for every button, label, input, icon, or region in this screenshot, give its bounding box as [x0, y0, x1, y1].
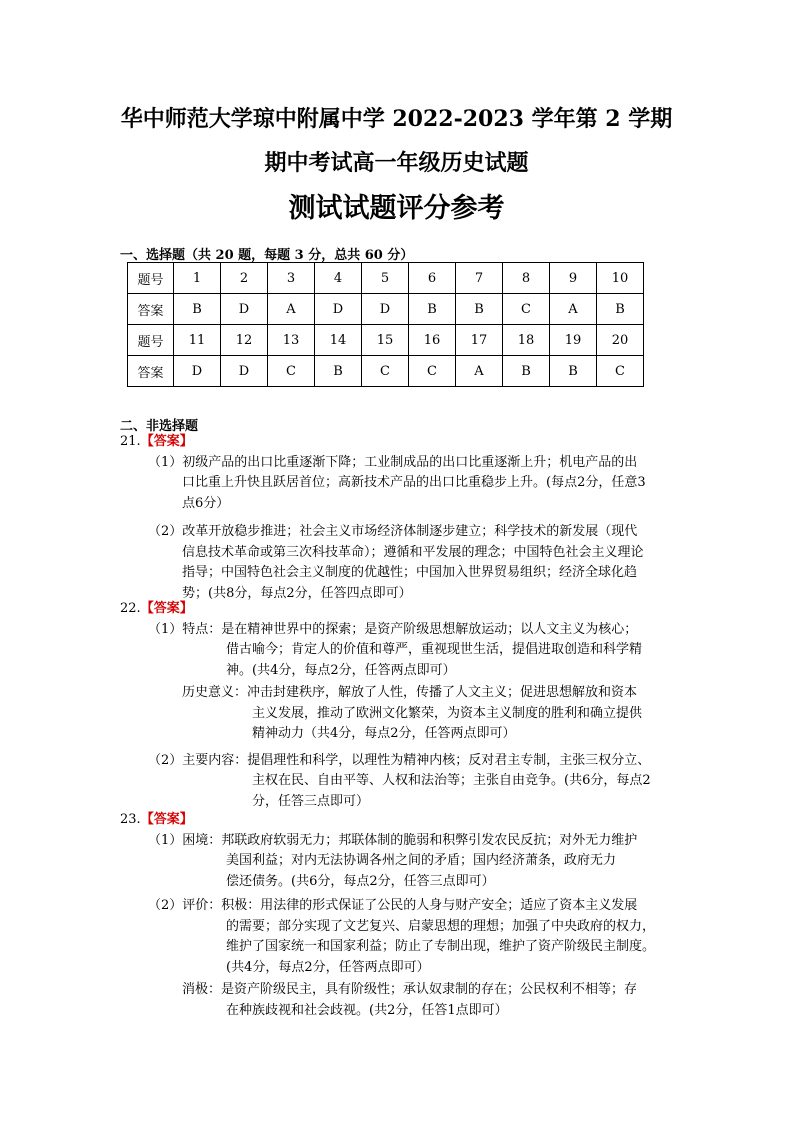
question-number: 21. [120, 434, 141, 449]
table-cell: 18 [503, 325, 550, 356]
section1-heading: 一、选择题（共 20 题，每题 3 分，总共 60 分） [120, 248, 414, 263]
answer-line: 美国利益；对内无法协调各州之间的矛盾；国内经济萧条，政府无力 [226, 853, 617, 868]
question-23 [120, 810, 680, 1021]
answer-line: 历史意义：冲击封建秩序，解放了人性，传播了人文主义；促进思想解放和资本 [182, 685, 638, 700]
table-cell: 11 [174, 325, 221, 356]
table-cell: 3 [268, 263, 315, 294]
table-cell: C [503, 294, 550, 325]
table-cell: 13 [268, 325, 315, 356]
row-label-answer: 答案 [128, 356, 174, 387]
answer-table [127, 262, 644, 387]
table-cell: D [174, 356, 221, 387]
table-row [128, 294, 644, 325]
answer-line: 信息技术革命或第三次科技革命）；遵循和平发展的理念；中国特色社会主义理论 [182, 544, 644, 560]
answer-line: 在种族歧视和社会歧视。(共2分，任答1点即可） [226, 1002, 508, 1018]
table-cell: 9 [550, 263, 597, 294]
doc-title-line2: 期中考试高一年级历史试题 [264, 150, 529, 176]
table-cell: B [409, 294, 456, 325]
answer-line: 点6分） [182, 495, 230, 511]
answer-line: 口比重上升快且跃居首位；高新技术产品的出口比重稳步上升。(每点2分，任意3 [182, 475, 646, 490]
table-cell: 15 [362, 325, 409, 356]
answer-line: 主义发展，推动了欧洲文化繁荣，为资本主义制度的胜利和确立提供 [252, 705, 643, 721]
table-cell: D [315, 294, 362, 325]
table-row [128, 263, 644, 294]
question-number: 23. [120, 812, 141, 827]
table-cell: 6 [409, 263, 456, 294]
answer-line: 主权在民、自由平等、人权和法治等；主张自由竞争。(共6分，每点2 [252, 773, 651, 788]
answer-line: 势；(共8分，每点2分，任答四点即可） [182, 585, 412, 601]
answer-line: (共4分，每点2分，任答两点即可） [226, 959, 430, 975]
question-number: 22. [120, 601, 141, 616]
answer-line: 偿还债务。(共6分，每点2分，任答三点即可） [226, 873, 495, 889]
answer-line: 精神动力（共4分，每点2分，任答两点即可） [252, 726, 516, 741]
table-cell: 4 [315, 263, 362, 294]
answer-line: （1）特点：是在精神世界中的探索；是资产阶级思想解放运动；以人文主义为核心； [148, 621, 638, 637]
answer-tag: 【答案】 [140, 601, 193, 616]
table-cell: 8 [503, 263, 550, 294]
table-cell: 10 [597, 263, 644, 294]
doc-title-line3: 测试试题评分参考 [288, 193, 505, 224]
table-cell: C [409, 356, 456, 387]
table-cell: C [362, 356, 409, 387]
table-cell: 12 [221, 325, 268, 356]
table-cell: 1 [174, 263, 221, 294]
table-cell: D [221, 294, 268, 325]
question-22 [120, 599, 680, 812]
answer-line: 神。(共4分，每点2分，任答两点即可） [226, 662, 456, 678]
row-label-answer: 答案 [128, 294, 174, 325]
doc-title-line1: 华中师范大学琼中附属中学 2022-2023 学年第 2 学期 [120, 106, 673, 132]
table-cell: A [268, 294, 315, 325]
answer-line: （1）初级产品的出口比重逐渐下降；工业制成品的出口比重逐渐上升；机电产品的出 [148, 454, 638, 470]
table-cell: B [456, 294, 503, 325]
answer-line: （2）主要内容：提倡理性和科学，以理性为精神内核；反对君主专制，主张三权分立、 [148, 752, 651, 768]
table-cell: 19 [550, 325, 597, 356]
section2-heading: 二、非选择题 [120, 419, 199, 434]
row-label-question: 题号 [128, 263, 174, 294]
answer-line: 借古喻今；肯定人的价值和尊严，重视现世生活，提倡进取创造和科学精 [226, 642, 643, 657]
answer-line: （2）评价：积极：用法律的形式保证了公民的人身与财产安全；适应了资本主义发展 [148, 898, 638, 913]
table-cell: 20 [597, 325, 644, 356]
table-cell: B [597, 294, 644, 325]
answer-line: 分，任答三点即可） [252, 793, 370, 809]
row-label-question: 题号 [128, 325, 174, 356]
answer-line: 的需要；部分实现了文艺复兴、启蒙思想的理想；加强了中央政府的权力， [226, 918, 656, 934]
answer-line: 指导；中国特色社会主义制度的优越性；中国加入世界贸易组织；经济全球化趋 [182, 565, 638, 580]
table-cell: 7 [456, 263, 503, 294]
table-row [128, 325, 644, 356]
answer-tag: 【答案】 [140, 434, 193, 449]
answer-line: （1）困境：邦联政府软弱无力；邦联体制的脆弱和积弊引发农民反抗；对外无力维护 [148, 832, 638, 848]
table-cell: 16 [409, 325, 456, 356]
answer-line: 消极：是资产阶级民主，具有阶级性；承认奴隶制的存在；公民权利不相等；存 [182, 982, 638, 997]
table-cell: A [456, 356, 503, 387]
table-cell: B [503, 356, 550, 387]
table-cell: B [315, 356, 362, 387]
table-cell: D [221, 356, 268, 387]
table-cell: A [550, 294, 597, 325]
table-cell: C [268, 356, 315, 387]
table-cell: 2 [221, 263, 268, 294]
table-cell: 5 [362, 263, 409, 294]
table-row [128, 356, 644, 387]
table-cell: D [362, 294, 409, 325]
table-cell: C [597, 356, 644, 387]
answer-tag: 【答案】 [140, 812, 193, 827]
answer-line: （2）改革开放稳步推进；社会主义市场经济体制逐步建立；科学技术的新发展（现代 [148, 524, 638, 539]
table-cell: B [174, 294, 221, 325]
table-cell: 14 [315, 325, 362, 356]
question-21 [120, 432, 680, 604]
table-cell: 17 [456, 325, 503, 356]
table-cell: B [550, 356, 597, 387]
answer-line: 维护了国家统一和国家利益；防止了专制出现，维护了资产阶级民主制度。 [226, 939, 656, 954]
